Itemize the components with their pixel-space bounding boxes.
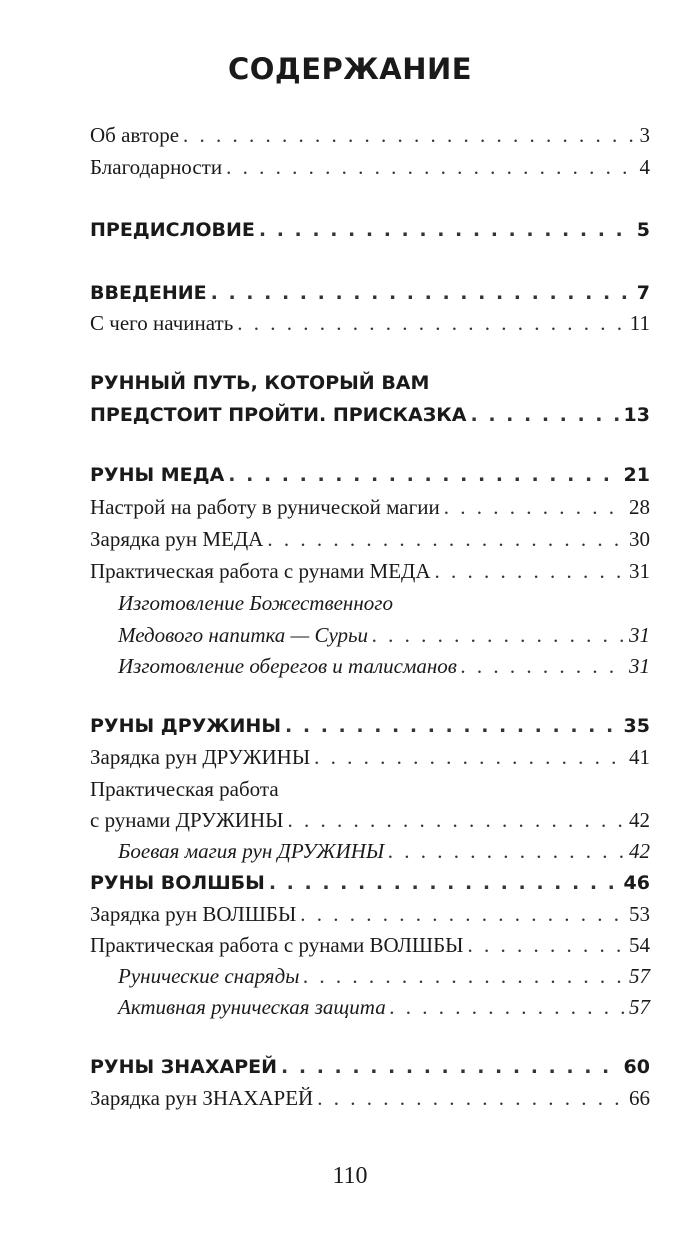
toc-entry-label: Зарядка рун ВОЛШБЫ xyxy=(90,902,297,926)
toc-entry-label: Изготовление Божественного xyxy=(118,591,393,615)
toc-entry-label: Об авторе xyxy=(90,123,180,147)
toc-entry-page: 31 xyxy=(629,559,650,583)
toc-entry xyxy=(90,807,650,833)
toc-entry-page: 46 xyxy=(623,872,650,894)
toc-entry xyxy=(90,494,650,520)
toc-entry-page: 11 xyxy=(629,311,650,335)
toc-entry-label: ПРЕДСТОИТ ПРОЙТИ. ПРИСКАЗКА xyxy=(90,404,467,426)
toc-entry-label: с рунами ДРУЖИНЫ xyxy=(90,808,284,832)
leader-dots xyxy=(281,1054,620,1080)
toc-entry-label: Практическая работа с рунами ВОЛШБЫ xyxy=(90,933,464,957)
toc-entry xyxy=(90,744,650,770)
toc-entry-page: 28 xyxy=(629,495,650,519)
toc-entry xyxy=(90,402,650,428)
leader-dots xyxy=(435,558,625,584)
toc-entry-label: С чего начинать xyxy=(90,311,234,335)
toc-entry-label: Активная руническая защита xyxy=(118,995,386,1019)
toc-entry-page: 4 xyxy=(639,155,650,179)
leader-dots xyxy=(228,462,619,488)
toc-entry xyxy=(118,590,650,616)
toc-entry-page: 31 xyxy=(629,623,650,647)
toc-entry-label: Зарядка рун ЗНАХАРЕЙ xyxy=(90,1086,314,1110)
toc-entry-label: Настрой на работу в рунической магии xyxy=(90,495,440,519)
toc-entry xyxy=(90,122,650,148)
toc-entry-page: 30 xyxy=(629,527,650,551)
leader-dots xyxy=(317,1085,625,1111)
toc-entry-page: 42 xyxy=(629,808,650,832)
toc-entry-page: 57 xyxy=(629,995,650,1019)
toc-entry-label: Практическая работа с рунами МЕДА xyxy=(90,559,431,583)
leader-dots xyxy=(314,744,625,770)
leader-dots xyxy=(285,713,620,739)
leader-dots xyxy=(303,963,625,989)
toc-entry xyxy=(90,558,650,584)
toc-entry-page: 13 xyxy=(623,404,650,426)
leader-dots xyxy=(259,217,633,243)
toc-entry-label: ВВЕДЕНИЕ xyxy=(90,282,207,304)
toc-entry-label: Изготовление оберегов и талисманов xyxy=(118,654,457,678)
leader-dots xyxy=(211,280,633,306)
toc-entry-label: Боевая магия рун ДРУЖИНЫ xyxy=(118,839,385,863)
toc-entry xyxy=(118,622,650,648)
leader-dots xyxy=(267,526,625,552)
toc-entry-label: РУНЫ ДРУЖИНЫ xyxy=(90,715,282,737)
toc-entry xyxy=(118,963,650,989)
toc-entry-label: Рунические снаряды xyxy=(118,964,300,988)
toc-entry xyxy=(90,280,650,306)
toc-entry xyxy=(90,713,650,739)
toc-entry xyxy=(90,932,650,958)
toc-entry-page: 42 xyxy=(629,839,650,863)
toc-entry-page: 53 xyxy=(629,902,650,926)
toc-entry-page: 54 xyxy=(629,933,650,957)
toc-entry-page: 21 xyxy=(623,464,650,486)
toc-entry xyxy=(90,370,650,396)
toc-entry-page: 60 xyxy=(623,1056,650,1078)
toc-entry-label: РУНЫ МЕДА xyxy=(90,464,225,486)
leader-dots xyxy=(467,932,625,958)
leader-dots xyxy=(287,807,625,833)
toc-entry xyxy=(90,526,650,552)
toc-entry-label: РУННЫЙ ПУТЬ, КОТОРЫЙ ВАМ xyxy=(90,372,430,394)
leader-dots xyxy=(372,622,625,648)
leader-dots xyxy=(226,154,635,180)
leader-dots xyxy=(461,653,625,679)
leader-dots xyxy=(300,901,625,927)
toc-entry-label: Зарядка рун ДРУЖИНЫ xyxy=(90,745,311,769)
toc-entry-page: 41 xyxy=(629,745,650,769)
toc-entry-label: Благодарности xyxy=(90,155,223,179)
toc-entry xyxy=(118,994,650,1020)
toc-entry-page: 7 xyxy=(636,282,650,304)
page-number: 110 xyxy=(332,1163,368,1189)
leader-dots xyxy=(390,994,625,1020)
toc-entry-page: 35 xyxy=(623,715,650,737)
toc-entry xyxy=(90,462,650,488)
toc-entry xyxy=(90,1085,650,1111)
toc-entry xyxy=(118,838,650,864)
toc-entry xyxy=(90,217,650,243)
toc-entry xyxy=(90,901,650,927)
toc-entry xyxy=(90,870,650,896)
toc-entry-page: 5 xyxy=(636,219,650,241)
toc-entry xyxy=(90,310,650,336)
leader-dots xyxy=(183,122,635,148)
toc-entry-label: РУНЫ ЗНАХАРЕЙ xyxy=(90,1056,278,1078)
toc-entry-label: Практическая работа xyxy=(90,777,279,801)
leader-dots xyxy=(444,494,625,520)
toc-entry-page: 31 xyxy=(629,654,650,678)
toc-entry-page: 57 xyxy=(629,964,650,988)
toc-entry-page: 66 xyxy=(629,1086,650,1110)
toc-entry xyxy=(90,154,650,180)
leader-dots xyxy=(269,870,620,896)
leader-dots xyxy=(388,838,625,864)
toc-entry-label: Медового напитка — Сурьи xyxy=(118,623,369,647)
leader-dots xyxy=(470,402,619,428)
toc-entry-page: 3 xyxy=(639,123,650,147)
toc-entry xyxy=(118,653,650,679)
toc-entry-label: РУНЫ ВОЛШБЫ xyxy=(90,872,265,894)
leader-dots xyxy=(237,310,625,336)
toc-entry-label: ПРЕДИСЛОВИЕ xyxy=(90,219,255,241)
toc-entry-label: Зарядка рун МЕДА xyxy=(90,527,264,551)
toc-entry xyxy=(90,776,650,802)
page-title: СОДЕРЖАНИЕ xyxy=(227,52,473,86)
toc-entry xyxy=(90,1054,650,1080)
